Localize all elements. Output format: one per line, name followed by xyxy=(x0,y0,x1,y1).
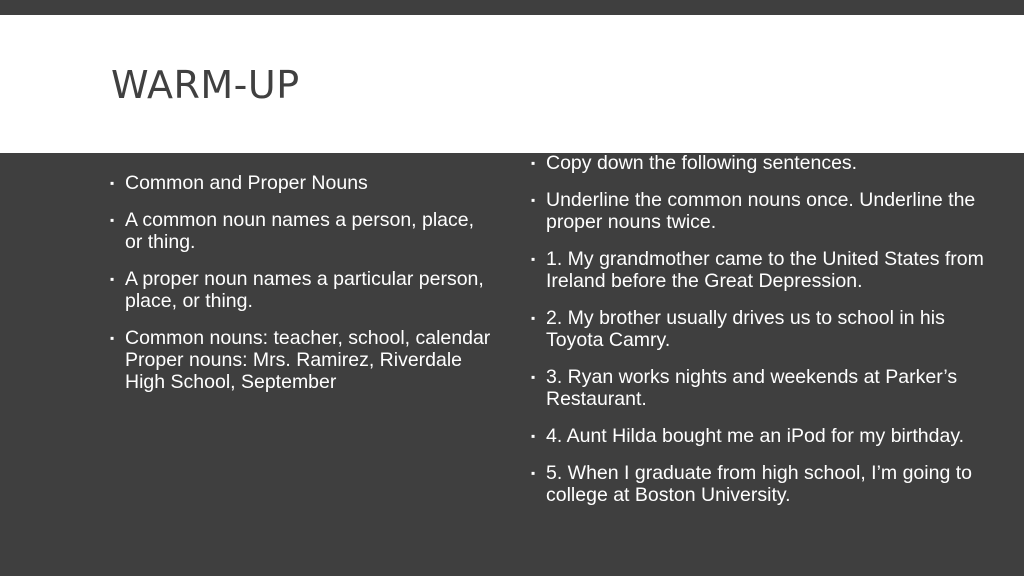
bullet-text: 5. When I graduate from high school, I’m going to college at Boston University. xyxy=(546,462,972,506)
bullet-icon: ▪ xyxy=(531,156,536,170)
list-item xyxy=(531,307,1001,351)
left-column-list xyxy=(110,172,495,408)
list-item xyxy=(110,209,495,253)
list-item xyxy=(531,366,1001,410)
bullet-text: Common nouns: teacher, school, calendar Proper nouns: Mrs. Ramirez, Riverdale High School, September xyxy=(125,327,491,393)
list-item xyxy=(531,462,1001,506)
bullet-icon: ▪ xyxy=(110,176,115,190)
bullet-icon: ▪ xyxy=(531,193,536,207)
bullet-text: 3. Ryan works nights and weekends at Parker’s Restaurant. xyxy=(546,366,958,410)
bullet-text: 2. My brother usually drives us to school in his Toyota Camry. xyxy=(546,307,945,351)
bullet-icon: ▪ xyxy=(531,370,536,384)
bullet-icon: ▪ xyxy=(110,272,115,286)
bullet-text: A proper noun names a particular person, place, or thing. xyxy=(125,268,484,312)
bullet-text: Underline the common nouns once. Underline the proper nouns twice. xyxy=(546,189,976,233)
bullet-text: Common and Proper Nouns xyxy=(125,172,368,194)
bullet-icon: ▪ xyxy=(531,252,536,266)
list-item xyxy=(531,248,1001,292)
right-column-list xyxy=(531,152,1001,521)
bullet-icon: ▪ xyxy=(531,311,536,325)
list-item xyxy=(531,189,1001,233)
bullet-text: A common noun names a person, place, or thing. xyxy=(125,209,475,253)
bullet-text: 4. Aunt Hilda bought me an iPod for my birthday. xyxy=(546,425,965,447)
bullet-text: Copy down the following sentences. xyxy=(546,152,858,174)
bullet-icon: ▪ xyxy=(531,466,536,480)
list-item xyxy=(110,327,495,393)
bullet-icon: ▪ xyxy=(110,213,115,227)
list-item xyxy=(110,172,495,194)
list-item xyxy=(531,152,1001,174)
bullet-text: 1. My grandmother came to the United States from Ireland before the Great Depression. xyxy=(546,248,984,292)
list-item xyxy=(531,425,1001,447)
slide-title: WARM-UP xyxy=(111,63,300,107)
bullet-icon: ▪ xyxy=(110,331,115,345)
bullet-icon: ▪ xyxy=(531,429,536,443)
list-item xyxy=(110,268,495,312)
